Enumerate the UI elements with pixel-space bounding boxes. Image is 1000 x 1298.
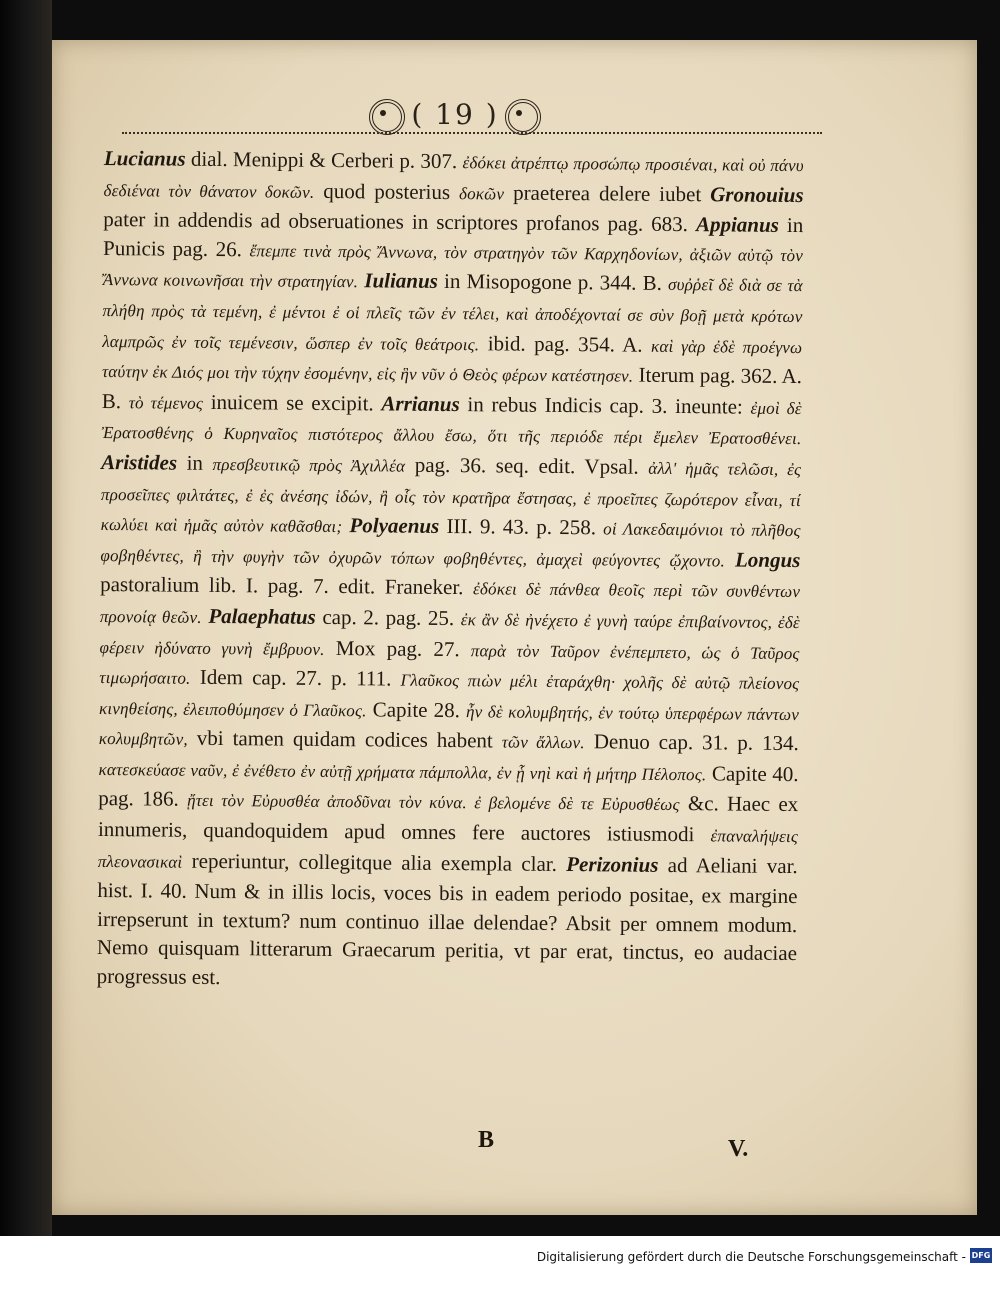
greek-quotation: ἔπεμπε τινὰ πρὸς Ἄννωνα, τὸν στρατηγὸν τῶν Καρχηδονίων, ἀξιῶν αὐτῷ τὸν Ἄννωνα κοινωνῆσαι τὴν στρατηγίαν.: [102, 241, 804, 292]
latin-text: Iterum pag. 362. A. B.: [101, 362, 803, 413]
greek-quotation: πρεσβευτικῷ πρὸς Ἀχιλλέα: [212, 454, 406, 476]
catchword: V.: [728, 1136, 749, 1162]
author-name: Lucianus: [103, 145, 186, 171]
greek-quotation: ἐδόκει δὲ πάνθεα θεοῖς περὶ τῶν συνθέντων προνοίᾳ θεῶν.: [99, 579, 801, 627]
latin-text: quod posterius: [314, 178, 460, 204]
body-text: [97, 144, 804, 997]
greek-quotation: ἐμοὶ δὲ Ἐρατοσθένης ὁ Κυρηναῖος πιστότερος ἄλλου ἔσω, ὅτι τῆς περιόδε πέρι ἔμελεν Ἐρατοσθένει.: [101, 398, 802, 449]
greek-quotation: τὸ τέμενος: [128, 392, 204, 413]
footer: [0, 1236, 1000, 1298]
ornament-left-icon: [369, 99, 405, 135]
latin-text: Denuo cap. 31. p. 134.: [584, 729, 799, 756]
latin-text: vbi tamen quidam codices habent: [187, 726, 502, 753]
latin-text: ad Aeliani var. hist. I. 40. Num & in illis locis, voces bis in eadem periodo positae, ex margine irrepserunt in textum? num continuo illae delendae? Absit per omnem modum. Nemo quisquam litterarum Graecarum peritia, vt par erat, tinctus, eo audaciae progressus est.: [96, 852, 798, 990]
latin-text: pastoralium lib. I. pag. 7. edit. Franeker.: [100, 572, 474, 600]
greek-quotation: παρὰ τὸν Ταῦρον ἐνέπεμπετο, ὡς ὁ Ταῦρος τιμωρήσαιτο.: [99, 640, 800, 688]
latin-text: in rebus Indicis cap. 3. ineunte:: [459, 391, 751, 419]
latin-text: in Misopogone p. 344. B.: [437, 269, 669, 296]
author-name: Appianus: [695, 212, 780, 238]
latin-text: inuicem se excipit.: [202, 389, 382, 416]
greek-quotation: καὶ γὰρ ἐδὲ προέγνω ταύτην ἐκ Διός μοι τὴν τύχην ἐσομένην, εἰς ἣν νῦν ὁ Θεὸς φέρων κατέστησεν.: [101, 336, 803, 386]
greek-quotation: ἐδόκει ἀτρέπτῳ προσώπῳ προσιέναι, καὶ οὐ πάνυ δεδιέναι τὸν θάνατον δοκῶν.: [103, 153, 804, 202]
greek-quotation: ἐπαναλήψεις πλεονασικαὶ: [97, 826, 799, 872]
greek-quotation: ἐκ ἂν δὲ ἠνέχετο ἐ γυνὴ ταύρε ἐπιβαίνοντος, ἐδὲ φέρειν ἠδύνατο γυνὴ ἔμβρυον.: [99, 610, 800, 659]
latin-text: cap. 2. pag. 25.: [315, 604, 461, 631]
latin-text: III. 9. 43. p. 258.: [439, 514, 604, 540]
header-rule: [122, 132, 822, 134]
latin-text: [725, 547, 735, 571]
author-name: Aristides: [101, 449, 178, 475]
latin-text: Mox pag. 27.: [324, 635, 471, 661]
latin-text: Capite 40. pag. 186.: [98, 761, 799, 812]
book-page: [52, 40, 977, 1215]
greek-quotation: ἦν δὲ κολυμβητής, ἐν τούτῳ ὑπερφέρων πάντων κολυμβητῶν,: [98, 701, 800, 750]
page-number: ( 19 ): [411, 98, 499, 131]
greek-quotation: κατεσκεύασε ναῦν, ἐ ἐνέθετο ἐν αὐτῇ χρήματα πάμπολλα, ἐν ᾗ νηὶ καὶ ἡ μήτηρ Πέλοπος.: [98, 759, 707, 785]
signature-mark: B: [478, 1127, 495, 1153]
greek-quotation: δοκῶν: [458, 183, 505, 204]
author-name: Gronouius: [710, 181, 804, 207]
latin-text: Idem cap. 27. p. 111.: [190, 664, 401, 691]
latin-text: dial. Menippi & Cerberi p. 307.: [185, 146, 463, 174]
author-name: Perizonius: [566, 851, 659, 877]
scan-edge: [0, 0, 52, 1236]
latin-text: &c. Haec ex innumeris, quandoquidem apud omnes fere auctores istiusmodi: [97, 791, 799, 847]
greek-quotation: ἀλλ' ἡμᾶς τελῶσι, ἐς προσεῖπες φιλτάτες, ἐ ἐς ἀνέσης ἰδών, ἢ οἷς τὸν κρατῆρα ἔστησας, ἐ προεῖπες ζωρότερον εἶναι, τί κωλύει καὶ ἡμᾶς αὐτὸν καθᾶσθαι;: [100, 458, 802, 537]
latin-text: pag. 36. seq. edit. Vpsal.: [405, 452, 649, 479]
greek-quotation: συῤῥεῖ δὲ διὰ σε τὰ πλήθη πρὸς τὰ τεμένη, ἐ μέντοι ἐ οἱ πλεῖς τῶν ἐν τέλει, καὶ ἀποδέχονταί σε σὺν βοῇ μετὰ κρότων λαμπρῶς ἐν τοῖς τεμένεσιν, ὥσπερ ἐν τοῖς θεάτροις.: [102, 275, 803, 354]
greek-quotation: Γλαῦκος πιὼν μέλι ἐταράχθη· χολῆς δὲ αὐτῷ πλείονος κινηθείσης, ἐλειποθύμησεν ὁ Γλαῦκος.: [98, 670, 800, 721]
dfg-logo: DFG: [970, 1248, 992, 1263]
latin-text: praeterea delere iubet: [504, 180, 711, 206]
author-name: Iulianus: [364, 268, 438, 294]
latin-text: Capite 28.: [366, 697, 467, 722]
ornament-right-icon: [505, 99, 541, 135]
footer-credit: Digitalisierung gefördert durch die Deutsche Forschungsgemeinschaft -: [536, 1250, 966, 1264]
greek-quotation: τῶν ἄλλων.: [501, 732, 585, 753]
author-name: Longus: [734, 547, 801, 572]
latin-text: in: [176, 450, 213, 475]
author-name: Arrianus: [381, 391, 460, 416]
greek-quotation: ᾔτει τὸν Εὐρυσθέα ἀποδῦναι τὸν κύνα. ἐ βελομένε δὲ τε Εὐρυσθέως: [187, 791, 680, 815]
latin-text: in Punicis pag. 26.: [102, 213, 804, 262]
greek-quotation: οἱ Λακεδαιμόνιοι τὸ πλῆθος φοβηθέντες, ἢ τὴν φυγὴν τῶν ὀχυρῶν τόπων φοβηθέντες, ἀμαχεὶ φεύγοντες ᾤχοντο.: [100, 519, 801, 571]
latin-text: reperiuntur, collegitque alia exempla clar.: [182, 848, 567, 876]
latin-text: ibid. pag. 354. A.: [479, 330, 652, 357]
author-name: Palaephatus: [208, 603, 316, 629]
latin-text: pater in addendis ad obseruationes in scriptores profanos pag. 683.: [103, 207, 697, 237]
author-name: Polyaenus: [349, 513, 440, 539]
